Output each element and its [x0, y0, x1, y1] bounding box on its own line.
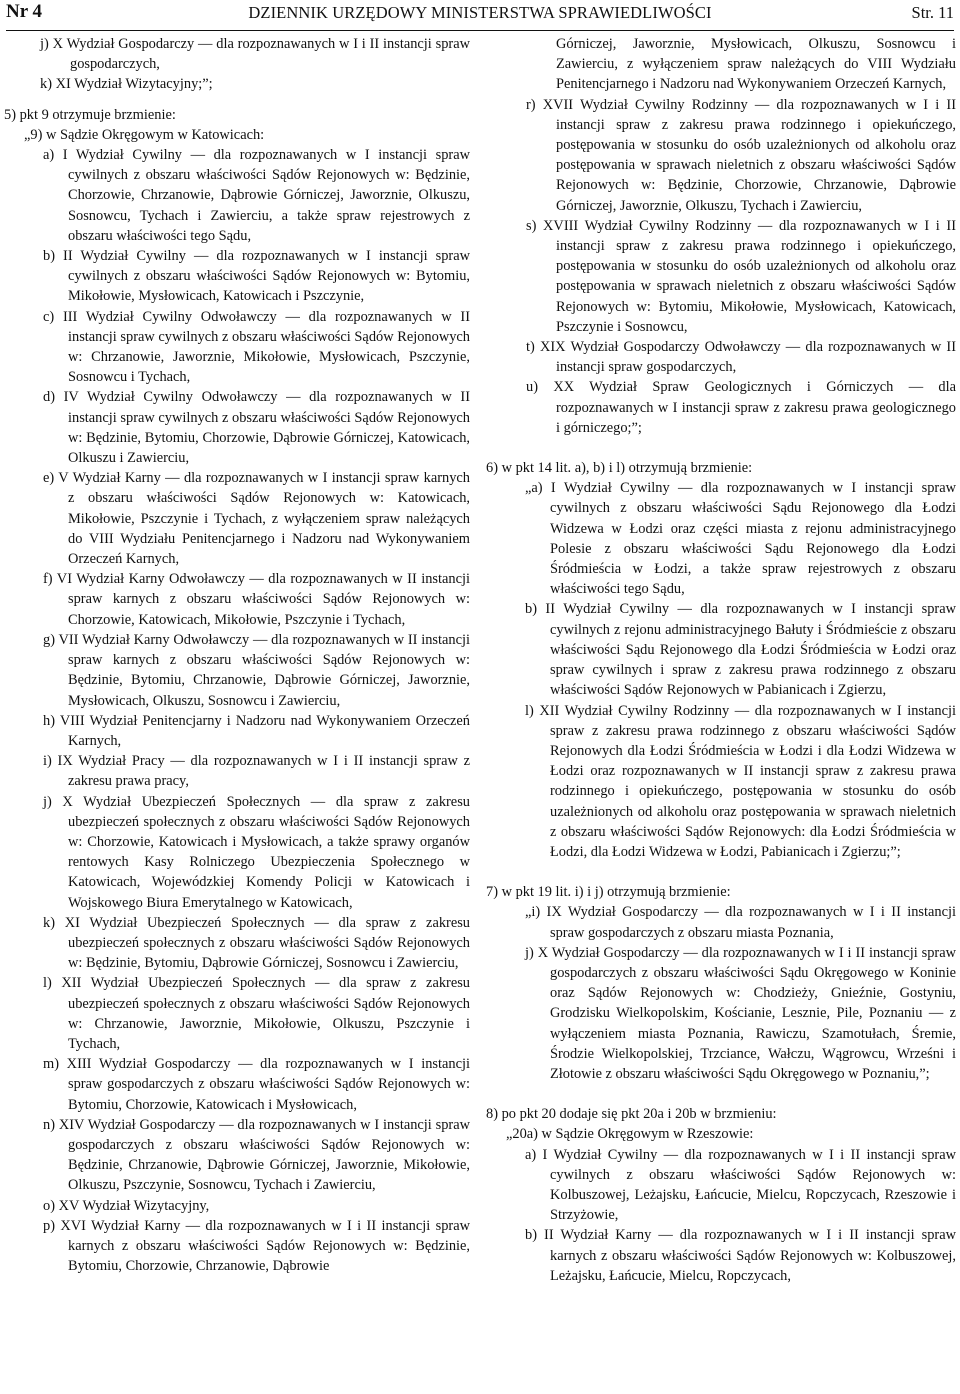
section-heading: 7) w pkt 19 lit. i) i j) otrzymują brzmienie:: [486, 884, 731, 901]
list-item: a) I Wydział Cywilny — dla rozpoznawanych w I instancji spraw cywilnych z obszaru właściwości Sądów Rejonowych w: Będzinie, Chorzowie, Chrzanowie, Dąbrowie Górniczej, Jaworznie, Olkuszu, Sosnowcu, Tychach i Zawierciu, a także spraw rejestrowych z obszaru właściwości tego Sądu,: [43, 147, 470, 244]
list-item: l) XII Wydział Ubezpieczeń Społecznych — dla spraw z zakresu ubezpieczeń społecznych z obszaru właściwości Sądów Rejonowych w: Chrzanowie, Jaworznie, Mikołowie, Olkuszu, Pszczynie i Tychach,: [43, 975, 470, 1052]
list-item: g) VII Wydział Karny Odwoławczy — dla rozpoznawanych w II instancji spraw karnych z obszaru właściwości Sądów Rejonowych w: Będzinie, Bytomiu, Chrzanowie, Dąbrowie Górniczej, Jaworznie, Mysłowicach, Olkuszu, Sosnowcu i Zawierciu,: [43, 631, 470, 709]
journal-title: DZIENNIK URZĘDOWY MINISTERSTWA SPRAWIEDLIWOŚCI: [248, 3, 712, 22]
list-item: b) II Wydział Karny — dla rozpoznawanych w I i II instancji spraw karnych z obszaru właściwości Sądów Rejonowych w: Kolbuszowej, Leżajsku, Łańcucie, Mielcu, Ropczycach,: [525, 1227, 956, 1284]
issue-number: Nr 4: [6, 1, 43, 22]
list-item: o) XV Wydział Wizytacyjny,: [43, 1197, 210, 1214]
list-item: m) XIII Wydział Gospodarczy — dla rozpoznawanych w I instancji spraw gospodarczych z obszaru właściwości Sądów Rejonowych w: Bytomiu, Chorzowie, Katowicach i Mysłowicach,: [43, 1056, 470, 1113]
list-item: n) XIV Wydział Gospodarczy — dla rozpoznawanych w I instancji spraw gospodarczych z obszaru właściwości Sądów Rejonowych w: Będzinie, Chrzanowie, Dąbrowie Górniczej, Jaworznie, Mikołowie, Olkuszu, Pszczynie, Sosnowcu, Tychach i Zawierciu,: [43, 1116, 470, 1194]
list-item: „i) IX Wydział Gospodarczy — dla rozpoznawanych w I i II instancji spraw gospodarczych z obszaru miasta Poznania,: [525, 904, 956, 941]
list-item: p) XVI Wydział Karny — dla rozpoznawanych w I i II instancji spraw karnych z obszaru właściwości Sądów Rejonowych w: Będzinie, Bytomiu, Chorzowie, Chrzanowie, Dąbrowie: [43, 1217, 470, 1275]
list-item: c) III Wydział Cywilny Odwoławczy — dla rozpoznawanych w II instancji spraw cywilnych z obszaru właściwości Sądów Rejonowych w: Chrzanowie, Jaworznie, Mikołowie, Mysłowicach, Pszczynie, Sosnowcu i Tychach,: [43, 308, 470, 386]
page-number: Str. 11: [911, 3, 954, 22]
list-item: l) XII Wydział Cywilny Rodzinny — dla rozpoznawanych w I instancji spraw z zakresu prawa rodzinnego z obszaru właściwości Sądów Rejonowych dla Łodzi Śródmieścia w Łodzi i dla Łodzi Widzewa w Łodzi oraz rozpoznawanych w II instancji spraw z zakresu prawa rodzinnego i opiekuńczego, postępowania w stosunku do osób uzależnionych od alkoholu oraz postępowania w sprawach nieletnich z obszaru właściwości Sądów Rejonowych: dla Łodzi Śródmieścia w Łodzi, dla Łodzi Widzewa w Łodzi, Pabianicach i Zgierzu;”;: [525, 702, 956, 860]
list-item: b) II Wydział Cywilny — dla rozpoznawanych w I instancji spraw cywilnych z obszaru właściwości Sądów Rejonowych w: Bytomiu, Mikołowie, Mysłowicach, Katowicach i Pszczynie,: [43, 248, 470, 305]
paragraph: j) X Wydział Gospodarczy — dla rozpoznawanych w I i II instancji spraw gospodarczych,: [40, 36, 470, 73]
list-item: r) XVII Wydział Cywilny Rodzinny — dla rozpoznawanych w I i II instancji spraw z zakresu prawa rodzinnego i opiekuńczego, postępowania w stosunku do osób uzależnionych od alkoholu oraz postępowania w sprawach nieletnich z obszaru właściwości Sądów Rejonowych w: Będzinie, Chorzowie, Chrzanowie, Dąbrowie Górniczej, Jaworznie, Olkuszu, Tychach i Zawierciu,: [526, 96, 956, 214]
list-item: k) XI Wydział Ubezpieczeń Społecznych — dla spraw z zakresu ubezpieczeń społecznych z obszaru właściwości Sądów Rejonowych w: Będzinie, Bytomiu, Dąbrowie Górniczej, Sosnowcu i Zawierciu,: [43, 914, 470, 972]
left-column: [4, 34, 470, 1389]
list-item: j) X Wydział Ubezpieczeń Społecznych — dla spraw z zakresu ubezpieczeń społecznych z obszaru właściwości Sądów Rejonowych w: Chorzowie, Katowicach i Mysłowicach, a także sprawy organów rentowych Kasy Rolniczego Ubezpieczenia Społecznego w Katowicach, Wojewódzkiej Komendy Policji w Katowicach i Wojskowego Biura Emerytalnego w Katowicach,: [43, 793, 470, 911]
list-item: u) XX Wydział Spraw Geologicznych i Górniczych — dla rozpoznawanych w I instancji spraw z zakresu prawa geologicznego i górniczego;”;: [526, 379, 956, 436]
page-header: [6, 0, 954, 31]
section-heading: 6) w pkt 14 lit. a), b) i l) otrzymują brzmienie:: [486, 460, 753, 477]
list-item: a) I Wydział Cywilny — dla rozpoznawanych w I i II instancji spraw cywilnych z obszaru właściwości Sądów Rejonowych w: Kolbuszowej, Leżajsku, Łańcucie, Mielcu, Ropczycach, Rzeszowie i Strzyżowie,: [525, 1146, 956, 1224]
list-item: h) VIII Wydział Penitencjarny i Nadzoru nad Wykonywaniem Orzeczeń Karnych,: [43, 712, 470, 749]
paragraph: Górniczej, Jaworznie, Mysłowicach, Olkuszu, Sosnowcu i Zawierciu, z wyłączeniem spraw należących do VIII Wydziału Penitencjarnego i Nadzoru nad Wykonywaniem Orzeczeń Karnych,: [556, 36, 956, 93]
section-heading: 5) pkt 9 otrzymuje brzmienie:: [4, 106, 176, 123]
court-heading: „20a) w Sądzie Okręgowym w Rzeszowie:: [506, 1126, 754, 1143]
list-item: t) XIX Wydział Gospodarczy Odwoławczy — dla rozpoznawanych w II instancji spraw gospodarczych,: [526, 339, 956, 376]
right-column: [486, 34, 956, 1389]
paragraph: k) XI Wydział Wizytacyjny;”;: [40, 76, 213, 93]
list-item: b) II Wydział Cywilny — dla rozpoznawanych w I instancji spraw cywilnych z rejonu administracyjnego Bałuty i Śródmieście z obszaru właściwości Sądu Rejonowego dla Łodzi Śródmieścia w Łodzi oraz spraw cywilnych i spraw z zakresu prawa rodzinnego z obszaru właściwości Sądów Rejonowych w Pabianicach i Zgierzu,: [525, 601, 956, 699]
list-item: j) X Wydział Gospodarczy — dla rozpoznawanych w I i II instancji spraw gospodarczych z obszaru właściwości Sądu Okręgowego w Koninie oraz Sądów Rejonowych w: Chodzieży, Gnieźnie, Gostyniu, Grodzisku Wielkopolskim, Kościanie, Lesznie, Pile, Poznaniu — z wyłączeniem miasta Poznania, Rawiczu, Szamotułach, Śremie, Środzie Wielkopolskiej, Trzciance, Wałczu, Wągrowcu, Wrześni i Złotowie z obszaru właściwości Sądu Okręgowego w Poznaniu,”;: [525, 944, 956, 1082]
list-item: f) VI Wydział Karny Odwoławczy — dla rozpoznawanych w II instancji spraw karnych z obszaru właściwości Sądów Rejonowych w: Chorzowie, Katowicach, Mikołowie, Pszczynie i Tychach,: [43, 571, 470, 628]
list-item: e) V Wydział Karny — dla rozpoznawanych w I instancji spraw karnych z obszaru właściwości Sądów Rejonowych w: Katowicach, Mikołowie, Pszczynie i Tychach, z wyłączeniem spraw należących do VIII Wydziału Penitencjarnego i Nadzoru nad Wykonywaniem Orzeczeń Karnych,: [43, 470, 470, 568]
list-item: i) IX Wydział Pracy — dla rozpoznawanych w I i II instancji spraw z zakresu prawa pracy,: [43, 753, 470, 790]
list-item: s) XVIII Wydział Cywilny Rodzinny — dla rozpoznawanych w I i II instancji spraw z zakresu prawa rodzinnego i opiekuńczego, postępowania w stosunku do osób uzależnionych od alkoholu oraz postępowania w sprawach nieletnich z obszaru właściwości Sądów Rejonowych w: Bytomiu, Mikołowie, Mysłowicach, Katowicach, Pszczynie i Sosnowcu,: [526, 217, 956, 335]
court-heading: „9) w Sądzie Okręgowym w Katowicach:: [24, 126, 265, 143]
list-item: d) IV Wydział Cywilny Odwoławczy — dla rozpoznawanych w II instancji spraw cywilnych z obszaru właściwości Sądów Rejonowych w: Będzinie, Bytomiu, Chorzowie, Dąbrowie Górniczej, Katowicach, Olkuszu i Zawierciu,: [43, 389, 470, 467]
section-heading: 8) po pkt 20 dodaje się pkt 20a i 20b w brzmieniu:: [486, 1106, 777, 1123]
list-item: „a) I Wydział Cywilny — dla rozpoznawanych w I instancji spraw cywilnych z obszaru właściwości Sądu Rejonowego dla Łodzi Widzewa w Łodzi oraz części miasta z rejonu administracyjnego Polesie z obszaru właściwości Sądu Rejonowego dla Łodzi Śródmieścia w Łodzi, a także spraw rejestrowych z obszaru właściwości tego Sądu,: [525, 480, 956, 598]
